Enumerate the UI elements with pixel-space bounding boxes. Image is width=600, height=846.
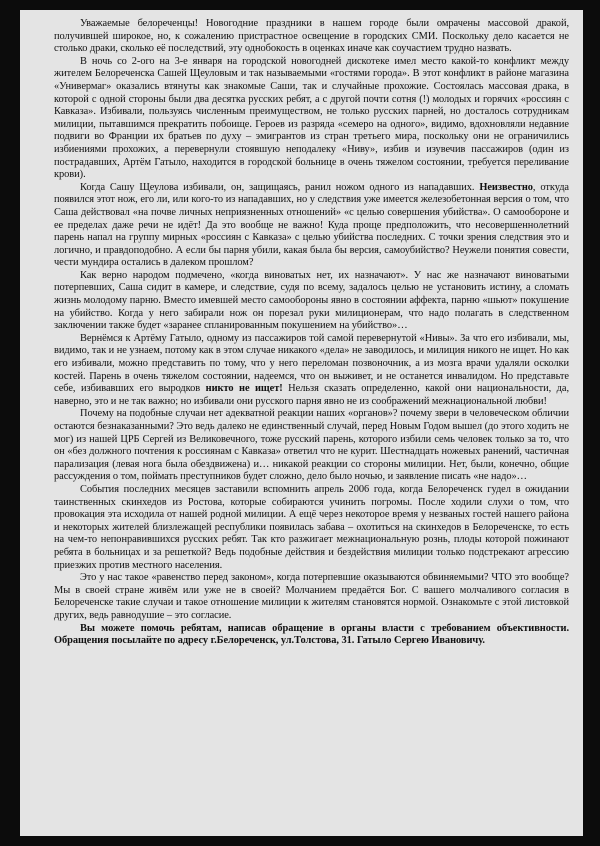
paragraph-artem: [54, 333, 569, 409]
leaflet-text: [54, 18, 569, 648]
paragraph-incident: В ночь со 2-ого на 3-е января на городской новогодней дискотеке имел место какой-то конфликт между жителем Белореченска Сашей Щеуловым и так называемыми «гостями города». В этот конфликт в районе магазина «Универмаг» оказались втянуты как знакомые Саши, так и случайные прохожие. Состоялась массовая драка, в которой с одной стороны были два десятка русских ребят, а с другой почти сотня (!) молодых и горячих «россиян с Кавказа». Избивали, пользуясь численным преимуществом, не только русских парней, но досталось сотрудникам милиции, пытавшимся прекратить побоище. Героев из разряда «семеро на одного», видимо, вдохновляли недавние подвиги во Франции их братьев по духу – эмигрантов из стран третьего мира, поскольку они не ограничились избиениями прохожих, а перевернули стоявшую неподалеку «Ниву», избив и изувечив пассажиров (один из пострадавших, Артём Гатыло, находится в городской больнице в очень тяжелом состоянии, требуется переливание крови).: [54, 55, 569, 181]
paragraph-equality: Это у нас такое «равенство перед законом», когда потерпевшие оказываются обвиняемыми? ЧТО это вообще? Мы в своей стране живём или уже не в своей? Молчанием предаётся Бог. С вашего молчаливого согласия в Белореченске такие случаи и такое отношение милиции к жителям становятся нормой. Ознакомьте с этой листовкой других, ведь равнодушие – это согласие.: [54, 572, 569, 621]
paragraph-proverb: Как верно народом подмечено, «когда виноватых нет, их назначают». У нас же назначают виноватыми потерпевших, Саша сидит в камере, и следствие, судя по всему, задалось целью не установить истину, а сломать жизнь молодому парню. Вместо имевшей место самообороны явно в состоянии аффекта, парню «шьют» покушение на убийство. Когда у него забирали нож он порезал руки милиционерам, что надо полагать в следственном заключении также будет «заранее спланированным покушением на убийство»…: [54, 269, 569, 332]
paragraph-knife-start: Когда Сашу Щеулова избивали, он, защищаясь, ранил ножом одного из нападавших.: [80, 181, 480, 193]
emphasis-nobody-searches: никто не ищет!: [205, 383, 283, 395]
paragraph-artem-start: Вернёмся к Артёму Гатыло, одному из пассажиров той самой перевернутой «Нивы». За что его избивали, мы, видимо, так и не узнаем, потому как в этом случае никакого «дела» не заводилось, и милиция никого не ищет. Но как его избивали, можно представить по тому, что у него переломан позвоночник, а из мозга врачи удаляли осколки костей. Парень в очень тяжелом состоянии, надеемся, что он выживет, и не останется инвалидом. Но представьте себе, избивавших его выродков: [54, 332, 569, 395]
paragraph-why: Почему на подобные случаи нет адекватной реакции наших «органов»? почему звери в человеческом обличии остаются безнаказанными? Это ведь далеко не единственный случай, перед Новым Годом вышел (до этого ходить не мог) из нашей ЦРБ Сергей из Великовечного, тоже русский парень, которого избили семь человек только за то, что он «без должного почтения к россиянам с Кавказа» ответил что не курит. Шестнадцать ножевых ранений, частичная парализация (левая нога была обездвижена) и… никакой реакции со стороны милиции. Нет, были, конечно, общие рассуждения о том, поймать преступников будет сложно, дело было ночью, и заявление писать «не надо»…: [54, 408, 569, 483]
footer-appeal: Вы можете помочь ребятам, написав обращение в органы власти с требованием объективности. Обращения посылайте по адресу г.Белореченск, ул.Толстова, 31. Гатыло Сергею Ивановичу.: [54, 622, 569, 647]
paragraph-knife-rest: , откуда появился этот нож, его ли, или кого-то из нападавших, но у следствия уже имеется железобетонная версия о том, что Саша действовал «на почве личных неприязненных отношений» «с целью совершения убийства». О самообороне и ее пределах даже речи не идёт! Да это вообще не важно! Куда проще предположить, что несовершеннолетний парень напал на группу мирных «россиян с Кавказа» с целью убийства последних. С точки зрения следствия это и логично, и правдоподобно. А если бы парня убили, какая была бы версия, самоубийство? Неужели понятия совести, чести мундира остались в далеком прошлом?: [54, 181, 569, 269]
emphasis-unknown: Неизвестно: [479, 181, 533, 193]
leaflet-sheet: [20, 10, 583, 836]
paragraph-knife: [54, 182, 569, 270]
paragraph-artem-rest: Нельзя сказать определенно, какой они национальности, да, наверно, это и не так важно; но избивали они русского парня явно не из соображений межнациональной любви!: [54, 383, 569, 407]
paragraph-events: События последних месяцев заставили вспомнить апрель 2006 года, когда Белореченск гудел в ожидании таинственных скинхедов из Ростова, которые собираются учинить погромы. После ходили слухи о том, что провокация эта исходила от нашей родной милиции. А ещё через некоторое время у незваных гостей нашего района и некоторых жителей близлежащей республики появилась забава – охотиться на скинхедов в Белореченске, то есть на чем-то непонравившихся русских ребят. Так кто разжигает межнациональную рознь, плоды которой пожинают ребята в больницах и за решеткой? Ведь подобные действия и бездействия милиции только подстрекают агрессию приезжих против местного населения.: [54, 483, 569, 571]
paragraph-greeting: Уважаемые белореченцы! Новогодние праздники в нашем городе были омрачены массовой дракой, получившей широкое, но, к сожалению пристрастное освещение в городских СМИ. Поскольку дело касается не столько драки, сколько её последствий, эту однобокость в оценках иначе как соучастием трудно назвать.: [54, 18, 569, 55]
